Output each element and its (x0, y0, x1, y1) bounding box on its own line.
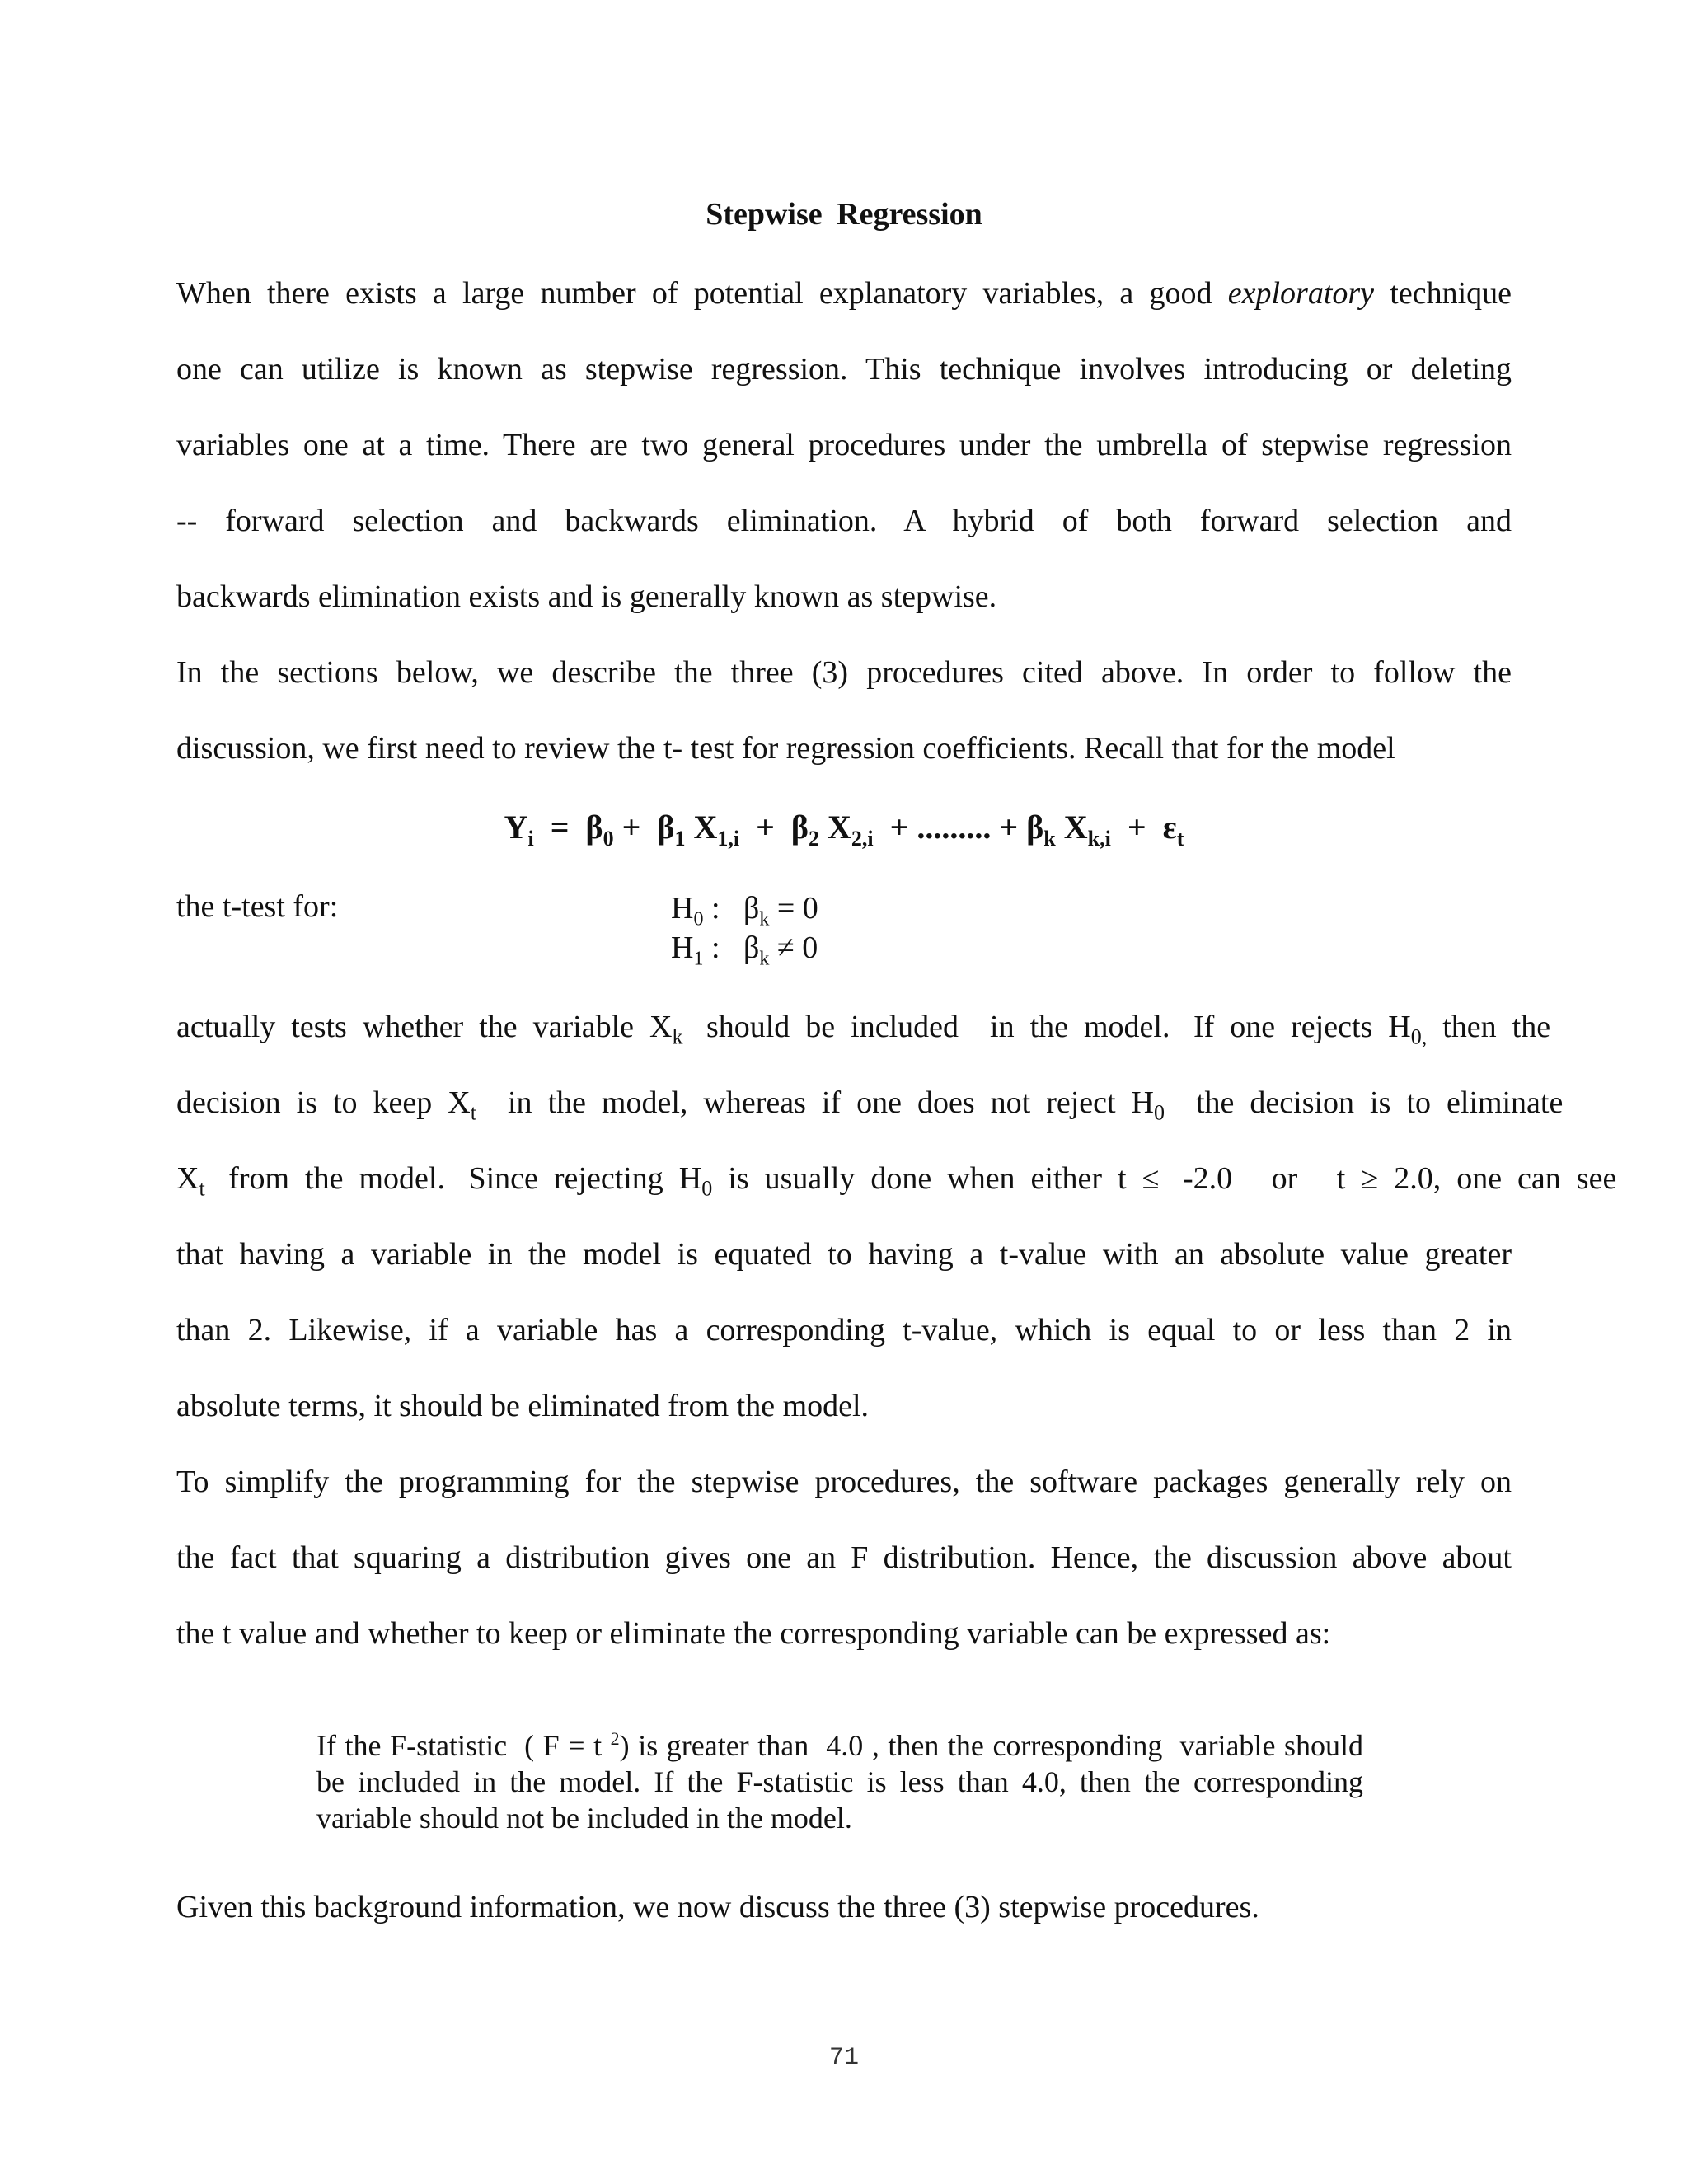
eq-subscript: 2,i (851, 827, 874, 851)
text-segment: actually tests whether the variable X (176, 1010, 673, 1044)
hyp-text: H (671, 891, 694, 926)
text-segment: When there exists a large number of potential explanatory variables, a good (176, 276, 1228, 311)
eq-term: Y (504, 808, 528, 846)
eq-operator: + (1110, 808, 1163, 846)
text-segment: then the (1427, 1010, 1551, 1044)
paragraph-3-line-5: than 2. Likewise, if a variable has a corresponding t-value, which is equal to or less than 2 in (176, 1313, 1512, 1347)
eq-equals: = (533, 808, 586, 846)
rule-line-3: variable should not be included in the model. (316, 1802, 852, 1835)
paragraph-3-line-1 (176, 1007, 1551, 1057)
paragraph-1-line-3: variables one at a time. There are two general procedures under the umbrella of stepwise regression (176, 428, 1512, 462)
text-segment: in the model, whereas if one does not reject H (476, 1085, 1154, 1120)
paragraph-4-line-1: To simplify the programming for the stepwise procedures, the software packages generally rely on (176, 1465, 1512, 1499)
paragraph-1-line-2: one can utilize is known as stepwise regression. This technique involves introducing or deleting (176, 352, 1512, 387)
hyp-text: = 0 (769, 891, 818, 926)
subscript: t (470, 1100, 476, 1125)
eq-subscript: t (1176, 827, 1184, 851)
text-segment: X (176, 1161, 199, 1196)
text-segment: the decision is to eliminate (1165, 1085, 1564, 1120)
eq-operator: + ......... + (873, 808, 1027, 846)
subscript: t (199, 1176, 205, 1201)
eq-subscript: k (1043, 827, 1056, 851)
paragraph-1-line-5: backwards elimination exists and is generally known as stepwise. (176, 579, 997, 614)
text-segment: should be included in the model. If one rejects H (682, 1010, 1411, 1044)
hyp-subscript: k (759, 908, 770, 930)
subscript: 0 (701, 1176, 713, 1201)
hypothesis-label: the t-test for: (176, 889, 339, 924)
superscript: 2 (610, 1728, 620, 1749)
subscript: 0 (1154, 1100, 1165, 1125)
paragraph-3-line-3 (176, 1159, 1617, 1209)
eq-term: X (1055, 808, 1088, 846)
page-title: Stepwise Regression (706, 197, 982, 232)
paragraph-4-line-3: the t value and whether to keep or eliminate the corresponding variable can be expressed as: (176, 1616, 1331, 1651)
eq-term: X (685, 808, 718, 846)
subscript: k (672, 1024, 683, 1049)
hyp-subscript: k (759, 948, 770, 970)
paragraph-3-line-4: that having a variable in the model is equated to having a t-value with an absolute value greater (176, 1237, 1512, 1272)
eq-term: β (790, 808, 809, 846)
eq-term: X (818, 808, 851, 846)
eq-term: β (585, 808, 603, 846)
alternative-hypothesis (671, 928, 818, 979)
rule-line-2: be included in the model. If the F-statistic is less than 4.0, then the corresponding (316, 1765, 1363, 1798)
paragraph-3-line-2 (176, 1083, 1564, 1133)
eq-subscript: 1,i (717, 827, 740, 851)
eq-subscript: i (528, 827, 534, 851)
text-segment: If the F-statistic ( F = t (316, 1729, 611, 1762)
f-statistic-rule (316, 1721, 1363, 1836)
eq-subscript: 1 (674, 827, 686, 851)
closing-sentence: Given this background information, we now discuss the three (3) stepwise procedures. (176, 1890, 1259, 1924)
subscript: 0, (1410, 1024, 1428, 1049)
text-segment: is usually done when either t ≤ -2.0 or t ≥ 2.0, one can see (712, 1161, 1617, 1196)
paragraph-1-line-4: -- forward selection and backwards elimination. A hybrid of both forward selection and (176, 504, 1512, 538)
text-segment: ) is greater than 4.0 , then the corresponding variable should (619, 1729, 1363, 1762)
paragraph-3-line-6: absolute terms, it should be eliminated from the model. (176, 1389, 870, 1423)
page-number: 71 (828, 2044, 859, 2072)
eq-term: β (1026, 808, 1044, 846)
regression-model-equation (0, 808, 1688, 851)
hyp-text: : β (703, 891, 760, 926)
emphasis-text: exploratory (1227, 276, 1375, 311)
eq-term: β (657, 808, 675, 846)
text-segment: technique (1374, 276, 1512, 311)
eq-subscript: 2 (808, 827, 819, 851)
paragraph-1-line-1 (176, 274, 1512, 313)
paragraph-2-line-1: In the sections below, we describe the three (3) procedures cited above. In order to follow the (176, 655, 1512, 690)
eq-term: ε (1162, 808, 1177, 846)
text-segment: decision is to keep X (176, 1085, 471, 1120)
paragraph-2-line-2: discussion, we first need to review the t- test for regression coefficients. Recall that for the model (176, 731, 1395, 766)
eq-subscript: 0 (603, 827, 614, 851)
hyp-text: : β (703, 930, 760, 965)
paragraph-4-line-2: the fact that squaring a distribution gives one an F distribution. Hence, the discussion above about (176, 1540, 1512, 1575)
hyp-text: ≠ 0 (769, 930, 818, 965)
eq-subscript: k,i (1087, 827, 1111, 851)
rule-line-1 (316, 1721, 1363, 1764)
hyp-subscript: 1 (693, 948, 704, 970)
eq-operator: + (739, 808, 791, 846)
text-segment: from the model. Since rejecting H (204, 1161, 702, 1196)
eq-operator: + (613, 808, 658, 846)
hyp-subscript: 0 (693, 908, 704, 930)
hyp-text: H (671, 930, 694, 965)
